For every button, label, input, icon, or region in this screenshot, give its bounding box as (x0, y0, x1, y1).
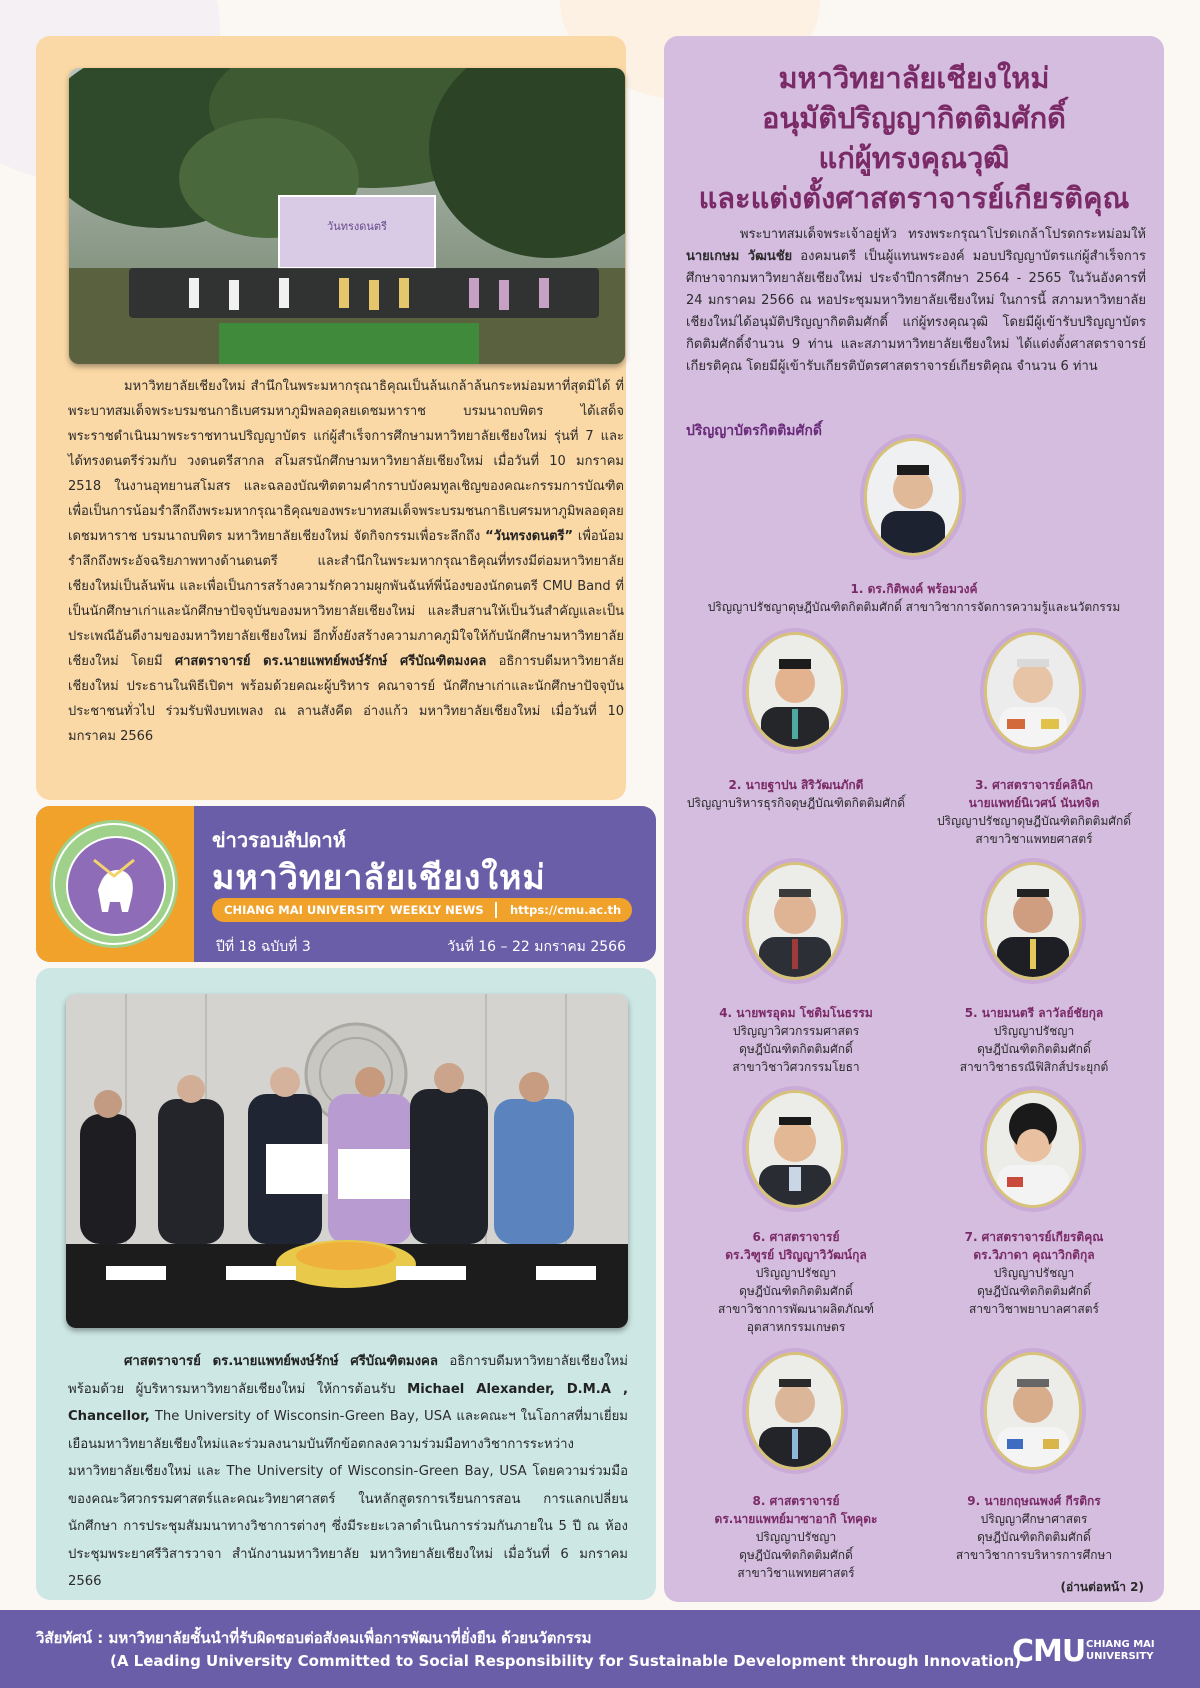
vision-statement-th: วิสัยทัศน์ : มหาวิทยาลัยชั้นนำที่รับผิดชอบต่อสังคมเพื่อการพัฒนาที่ยั่งยืน ด้วยนวัตกรรม (36, 1629, 592, 1647)
masthead-weekly-news: WEEKLY NEWS (390, 903, 484, 917)
paragraph-text: อธิการบดีมหาวิทยาลัยเชียงใหม่ พร้อมด้วย ผู้บริหารมหาวิทยาลัยเชียงใหม่ ให้การต้อนรับ (68, 1354, 628, 1397)
masthead-url-link[interactable]: https://cmu.ac.th (510, 903, 622, 917)
mou-signing-photo (66, 994, 628, 1328)
masthead-small-title: ข่าวรอบสัปดาห์ (212, 828, 346, 852)
paragraph-text: องคมนตรี เป็นผู้แทนพระองค์ มอบปริญญาบัตรแก่ผู้สำเร็จการศึกษาจากมหาวิทยาลัยเชียงใหม่ ประจำปีการศึกษา 2564 - 2565 ในวันอังคารที่ 24 มกราคม 2566 ณ หอประชุมมหาวิทยาลัยเชียงใหม่ ในการนี้ สภามหาวิทยาลัยเชียงใหม่ได้อนุมัติปริญญากิตติมศักดิ์ แก่ผู้ทรงคุณวุฒิ โดยมีผู้เข้ารับปริญญาบัตรกิตติมศักดิ์จำนวน 9 ท่าน และสภามหาวิทยาลัยเชียงใหม่ ได้แต่งตั้งศาสตราจารย์เกียรติคุณ โดยมีผู้เข้ารับเกียรติบัตรศาสตราจารย์เกียรติคุณ จำนวน 6 ท่าน (686, 249, 1146, 374)
portrait-7 (984, 1090, 1082, 1208)
portrait-9 (984, 1352, 1082, 1470)
portrait-2 (746, 632, 844, 750)
honoree-label: 7. ศาสตราจารย์เกียรติคุณ ดร.วิภาดา คุณาวิกติกุล ปริญญาปรัชญา ดุษฎีบัณฑิตกิตติมศักดิ์ สาขาวิชาพยาบาลศาสตร์ (964, 1230, 1104, 1316)
photo-banner-text: วันทรงดนตรี (327, 220, 387, 233)
paragraph-text: The University of Wisconsin-Green Bay, USA และคณะฯ ในโอกาสที่มาเยี่ยมเยือนมหาวิทยาลัยเชียงใหม่และร่วมลงนามบันทึกข้อตกลงความร่วมมือทางวิชาการระหว่างมหาวิทยาลัยเชียงใหม่ และ The University of Wisconsin-Green Bay, USA โดยความร่วมมือของคณะวิศวกรรมศาสตร์และคณะวิทยาศาสตร์ ในหลักสูตรการเรียนการสอน การแลกเปลี่ยนนักศึกษา การประชุมสัมมนาทางวิชาการต่างๆ ซึ่งมีระยะเวลาดำเนินการร่วมกันภายใน 5 ปี ณ ห้องประชุมพระยาศรีวิสารวาจา สำนักงานมหาวิทยาลัย มหาวิทยาลัยเชียงใหม่ เมื่อวันที่ 6 มกราคม 2566 (68, 1409, 628, 1589)
honoree-label: 6. ศาสตราจารย์ ดร.วิฑูรย์ ปริญญาวิวัฒน์กุล ปริญญาปรัชญา ดุษฎีบัณฑิตกิตติมศักดิ์ สาขาวิชาการพัฒนาผลิตภัณฑ์ อุตสาหกรรมเกษตร (718, 1230, 874, 1334)
newsletter-masthead (36, 806, 656, 962)
portrait-3 (984, 632, 1082, 750)
president-name-bold: ศาสตราจารย์ ดร.นายแพทย์พงษ์รักษ์ ศรีบัณฑิตมงคล (174, 654, 487, 669)
paragraph-text: มหาวิทยาลัยเชียงใหม่ สำนึกในพระมหากรุณาธิคุณเป็นล้นเกล้าล้นกระหม่อมหาที่สุดมิได้ ที่พระบาทสมเด็จพระบรมชนกาธิเบศรมหาภูมิพลอดุลยเดชมหาราช บรมนาถบพิตร ได้เสด็จพระราชดำเนินมาพระราชทานปริญญาบัตร แก่ผู้สำเร็จการศึกษามหาวิทยาลัยเชียงใหม่ รุ่นที่ 7 และได้ทรงดนตรีร่วมกับ วงดนตรีสากล สโมสรนักศึกษามหาวิทยาลัยเชียงใหม่ เมื่อวันที่ 10 มกราคม 2518 ในงานอุทยานสโมสร และฉลองบัณฑิตตามคำกราบบังคมทูลเชิญของคณะกรรมการบัณฑิตเพื่อเป็นการน้อมรำลึกถึงพระมหากรุณาธิคุณของพระบาทสมเด็จพระบรมชนกาธิเบศรมหาภูมิพลอดุลยเดชมหาราช บรมนาถบพิตร มหาวิทยาลัยเชียงใหม่ จัดกิจกรรมเพื่อระลึกถึง (68, 379, 624, 544)
honorary-title-line: อนุมัติปริญญากิตติมศักดิ์ (761, 101, 1067, 135)
cmu-seal-logo (50, 820, 178, 948)
honoree-label: 5. นายมนตรี ลาวัลย์ชัยกุล ปริญญาปรัชญา ดุษฎีบัณฑิตกิตติมศักดิ์ สาขาวิชาธรณีฟิสิกส์ประยุกต์ (959, 1006, 1109, 1074)
portrait-6 (746, 1090, 844, 1208)
masthead-issue: ปีที่ 18 ฉบับที่ 3 (216, 939, 311, 955)
band-event-photo (69, 68, 625, 364)
representative-name-bold: นายเกษม วัฒนชัย (686, 249, 793, 264)
footer-bar (0, 1610, 1200, 1688)
cmu-logo-subtext: CHIANG MAI UNIVERSITY (1086, 1639, 1155, 1662)
honoree-label: 9. นายกฤษณพงศ์ กีรติกร ปริญญาศึกษาศาสตร ดุษฎีบัณฑิตกิตติมศักดิ์ สาขาวิชาการบริหารการศึกษา (955, 1494, 1113, 1562)
paragraph-text: พระบาทสมเด็จพระเจ้าอยู่หัว ทรงพระกรุณาโปรดเกล้าโปรดกระหม่อมให้ (740, 227, 1146, 242)
vision-statement-en: (A Leading University Committed to Social Responsibility for Sustainable Development through Innovation) (110, 1652, 1022, 1670)
masthead-big-title: มหาวิทยาลัยเชียงใหม่ (212, 858, 546, 898)
honorary-title-line: และแต่งตั้งศาสตราจารย์เกียรติคุณ (698, 181, 1130, 215)
portrait-4 (746, 862, 844, 980)
paragraph-text: อธิการบดีมหาวิทยาลัยเชียงใหม่ ประธานในพิธีเปิดฯ พร้อมด้วยคณะผู้บริหาร คณาจารย์ นักศึกษาเก่าและนักศึกษาปัจจุบัน ประชาชนทั่วไป ร่วมรับฟังบทเพลง ณ ลานสังคีต อ่างแก้ว มหาวิทยาลัยเชียงใหม่ เมื่อวันที่ 10 มกราคม 2566 (68, 654, 625, 744)
masthead-date: วันที่ 16 – 22 มกราคม 2566 (447, 939, 626, 955)
portrait-8 (746, 1352, 844, 1470)
honorary-title-line: แก่ผู้ทรงคุณวุฒิ (818, 141, 1010, 175)
honorary-subheading: ปริญญาบัตรกิตติมศักดิ์ (686, 423, 822, 439)
masthead-divider (495, 902, 497, 918)
portrait-1 (864, 438, 962, 556)
president-name-bold: ศาสตราจารย์ ดร.นายแพทย์พงษ์รักษ์ ศรีบัณฑิตมงคล (124, 1354, 438, 1369)
guest-name-bold: Michael Alexander, D.M.A , Chancellor, (68, 1381, 628, 1424)
mou-paragraph (68, 1348, 628, 1596)
honoree-label: 1. ดร.กิติพงค์ พร้อมวงค์ ปริญญาปรัชญาดุษฎีบัณฑิตกิตติมศักดิ์ สาขาวิชาการจัดการความรู้และนวัตกรรม (707, 582, 1121, 614)
honoree-label: 8. ศาสตราจารย์ ดร.นายแพทย์มาซาอากิ โทคุดะ ปริญญาปรัชญา ดุษฎีบัณฑิตกิตติมศักดิ์ สาขาวิชาแพทยศาสตร์ (714, 1494, 878, 1580)
masthead-pill (212, 898, 632, 922)
event-name-bold: “วันทรงดนตรี” (485, 529, 574, 544)
honoree-label: 4. นายพรอุดม โชติมโนธรรม ปริญญาวิศวกรรมศาสตร ดุษฎีบัณฑิตกิตติมศักดิ์ สาขาวิชาวิศวกรรมโยธา (719, 1006, 873, 1074)
honoree-label: 3. ศาสตราจารย์คลินิก นายแพทย์นิเวศน์ นันทจิต ปริญญาปรัชญาดุษฎีบัณฑิตกิตติมศักดิ์ สาขาวิชาแพทยศาสตร์ (936, 778, 1132, 846)
continued-on-page-2: (อ่านต่อหน้า 2) (1060, 1580, 1144, 1594)
cmu-logo: CMU (1012, 1634, 1086, 1669)
honorary-title-line: มหาวิทยาลัยเชียงใหม่ (778, 61, 1050, 95)
masthead-university-name: CHIANG MAI UNIVERSITY (224, 903, 385, 917)
portrait-5 (984, 862, 1082, 980)
honoree-label: 2. นายฐาปน สิริวัฒนภักดี ปริญญาบริหารธุรกิจดุษฎีบัณฑิตกิตติมศักดิ์ (686, 778, 906, 810)
paragraph-text: เพื่อน้อมรำลึกถึงพระอัจฉริยภาพทางด้านดนตรี และสำนึกในพระมหากรุณาธิคุณที่ทรงมีต่อมหาวิทยาลัยเชียงใหม่เป็นล้นพ้น และเพื่อเป็นการสร้างความรักความผูกพันฉันท์พี่น้องของนักดนตรี CMU Band ที่เป็นนักศึกษาเก่าและนักศึกษาปัจจุบันของมหาวิทยาลัยเชียงใหม่ และสืบสานให้เป็นวันสำคัญและเป็นประเพณีอันดีงามของมหาวิทยาลัยเชียงใหม่ อีกทั้งยังสร้างความภาคภูมิใจให้กับนักศึกษามหาวิทยาลัยเชียงใหม่ โดยมี (68, 529, 625, 669)
band-event-paragraph (68, 374, 624, 749)
honorary-intro-paragraph (686, 224, 1146, 378)
